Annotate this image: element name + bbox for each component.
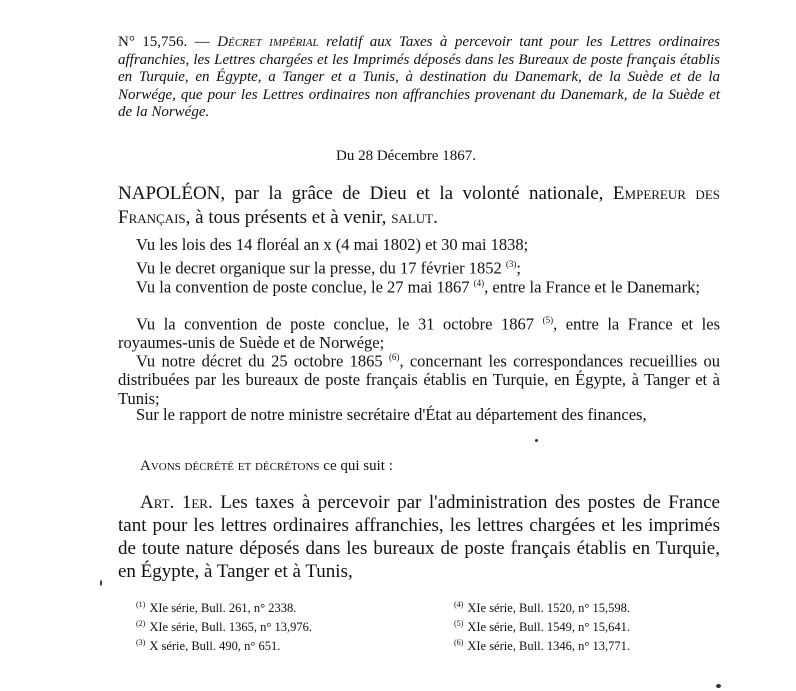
intro-text: , par la grâce de Dieu et la volonté nationale, [220, 183, 613, 204]
considerant-6: Sur le rapport de notre ministre secrétaire d'État au département des finances, [136, 405, 647, 424]
article-1 [118, 491, 720, 583]
salut-word: salut. [391, 207, 438, 228]
footnote-ref: (4) [473, 278, 485, 288]
considerant-2: Vu le decret organique sur la presse, du 17 février 1852 $^{(3)}$; [136, 258, 521, 278]
footnote: $^{(3)}$ X série, Bull. 490, n° 651. [136, 638, 281, 654]
decree-title: relatif aux Taxes à percevoir tant pour les Lettres ordinaires affranchies, les Lettres chargées et les Imprimés déposés dans les Bureaux de poste français établis en Turquie, en Égypte, a Tanger et a Tunis, à destination du Danemark, de la Suède et de la Norwége, que pour les Lettres ordinaires non affranchies provenant du Danemark, de la Suède et de la Norwége. [118, 34, 721, 120]
considerant-4: Vu la convention de poste conclue, le 31 octobre 1867 $^{(5)}$, entre la France et les royaumes-unis de Suède et de Norwége; [118, 314, 721, 352]
article-label: Art. 1er. [140, 492, 213, 513]
article-text: Les taxes à percevoir par l'administration des postes de France tant pour les lettres ordinaires affranchies, les lettres chargées et les imprimés de toute nature déposés dans les bureaux de poste français établis en Turquie, en Égypte, à Tanger et à Tunis, [118, 492, 720, 582]
intro-rest: , à tous présents et à venir, [185, 207, 392, 228]
considerant-5: Vu notre décret du 25 octobre 1865 $^{(6)}$, concernant les correspondances recueillies ou distribuées par les bureaux de poste français établis en Turquie, en Égypte, à Tanger et à Tunis; [118, 351, 720, 408]
footnote: $^{(2)}$ XIe série, Bull. 1365, n° 13,976. [136, 619, 312, 635]
decree-heading [118, 34, 720, 122]
decree-title-sc: Décret impérial [217, 34, 319, 50]
decree-date: Du 28 Décembre 1867. [336, 148, 476, 164]
considerant-3: Vu la convention de poste conclue, le 27 mai 1867 $^{(4)}$, entre la France et le Danemark; [136, 277, 700, 297]
decree-number: N° 15,756. — [118, 34, 210, 50]
considerant-1: Vu les lois des 14 floréal an x (4 mai 1802) et 30 mai 1838; [136, 235, 529, 254]
decree-formula: Avons décrété et décrétons ce qui suit : [140, 458, 393, 474]
footnote: $^{(5)}$ XIe série, Bull. 1549, n° 15,641. [454, 619, 630, 635]
footnote-ref: (5) [542, 315, 554, 325]
emperor-title: Empereur des Français [118, 183, 720, 228]
footnote: $^{(1)}$ XIe série, Bull. 261, n° 2338. [136, 600, 297, 616]
ink-speck [100, 580, 102, 586]
emperor-name: NAPOLÉON [118, 183, 221, 204]
footnote: $^{(4)}$ XIe série, Bull. 1520, n° 15,598. [454, 600, 630, 616]
footnote-ref: (6) [388, 352, 400, 362]
intro-paragraph [118, 182, 720, 230]
ink-speck [535, 439, 538, 442]
footnote: $^{(6)}$ XIe série, Bull. 1346, n° 13,771. [454, 638, 630, 654]
footnote-ref: (3) [505, 259, 517, 269]
footnotes-left [136, 597, 312, 654]
footnotes-right [454, 597, 630, 654]
ink-speck [716, 684, 721, 688]
